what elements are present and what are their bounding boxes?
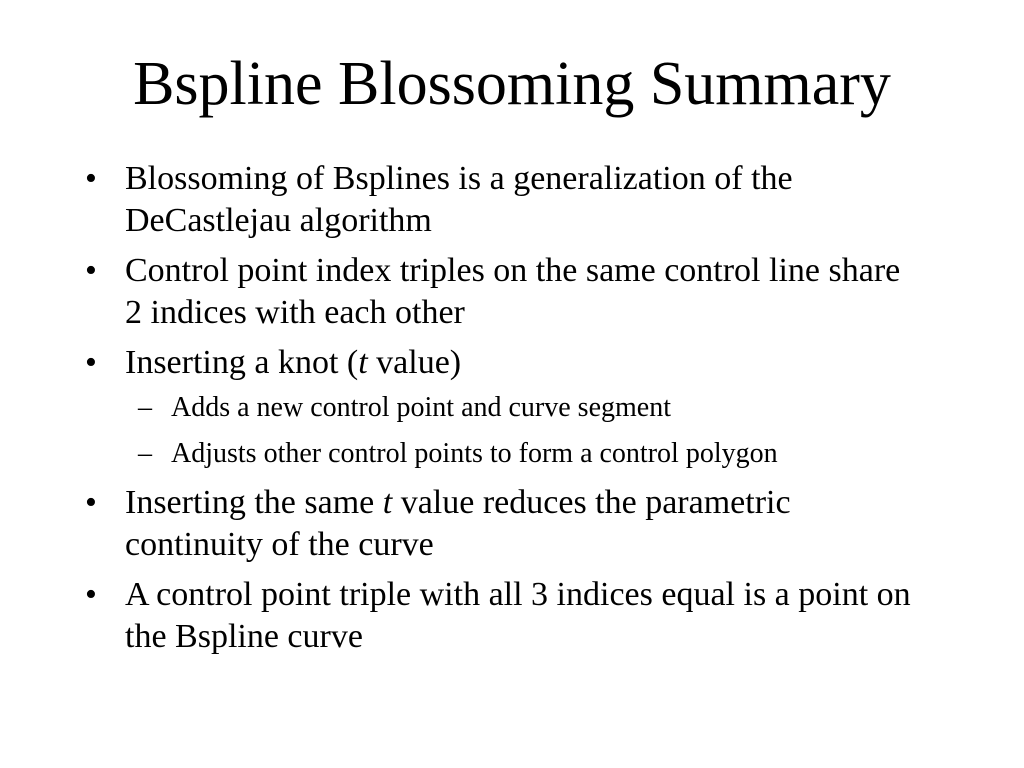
bullet-text — [125, 482, 915, 566]
bullet-text-start: Inserting the same — [125, 484, 383, 521]
bullet-item — [0, 482, 915, 566]
italic-variable-t: t — [382, 484, 393, 521]
sub-bullet-marker: – — [138, 438, 152, 469]
italic-variable-t: t — [358, 344, 368, 381]
bullet-marker: • — [85, 484, 97, 521]
sub-bullet-text: Adds a new control point and curve segment — [171, 392, 671, 423]
bullet-list — [0, 158, 1024, 666]
bullet-text: Blossoming of Bsplines is a generalization of the DeCastlejau algorithm — [125, 160, 793, 239]
sub-bullet-item — [0, 390, 931, 426]
bullet-marker: • — [85, 576, 97, 613]
bullet-item — [0, 342, 915, 384]
sub-bullet-text: Adjusts other control points to form a control polygon — [171, 438, 778, 469]
bullet-marker: • — [85, 252, 97, 289]
bullet-marker: • — [85, 344, 97, 381]
bullet-text-end: value reduces the parametric continuity of the curve — [125, 484, 791, 563]
bullet-item — [0, 158, 915, 242]
bullet-marker: • — [85, 160, 97, 197]
bullet-text-end: value) — [367, 344, 462, 381]
bullet-text: A control point triple with all 3 indices equal is a point on the Bspline curve — [125, 576, 911, 655]
sub-bullet-marker: – — [138, 392, 152, 423]
bullet-item — [0, 574, 915, 658]
bullet-item — [0, 250, 915, 334]
sub-bullet-item — [0, 436, 931, 472]
bullet-text: Control point index triples on the same control line share 2 indices with each other — [125, 252, 901, 331]
bullet-text-start: Inserting a knot ( — [125, 344, 359, 381]
bullet-text — [125, 342, 915, 384]
slide-title: Bspline Blossoming Summary — [133, 50, 891, 118]
